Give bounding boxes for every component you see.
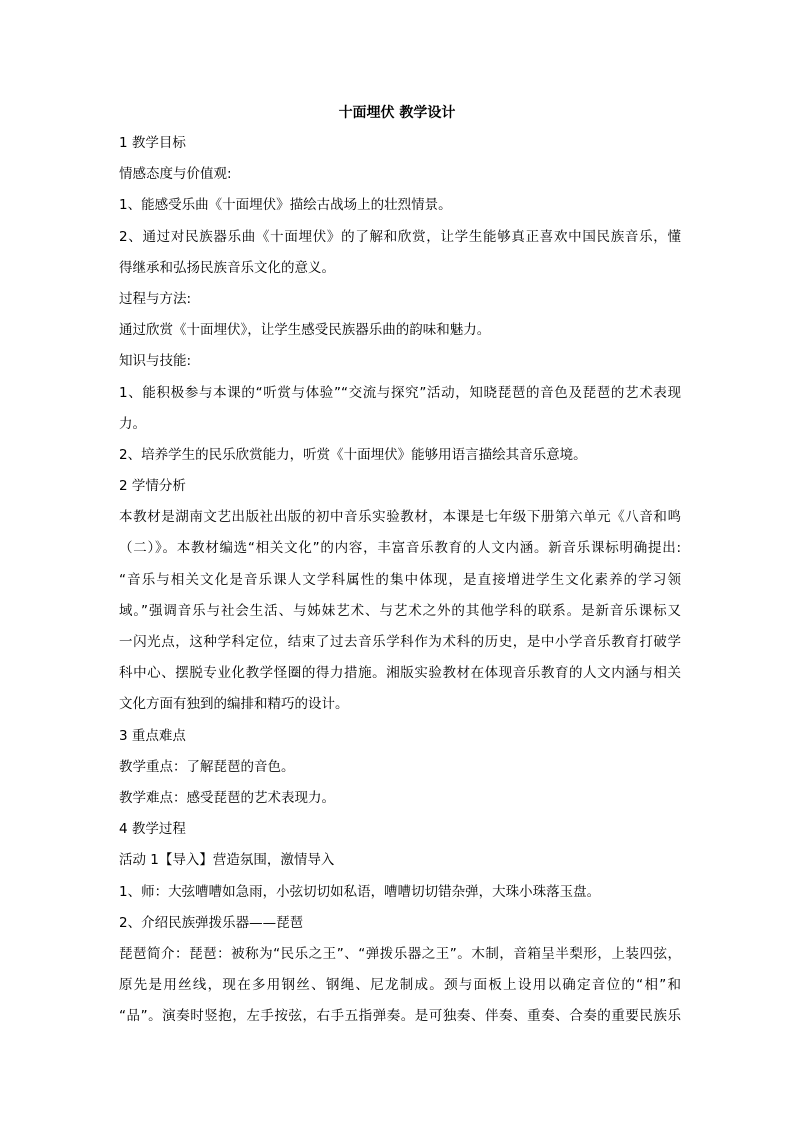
text-line: 1、师：大弦嘈嘈如急雨，小弦切切如私语，嘈嘈切切错杂弹，大珠小珠落玉盘。	[119, 883, 601, 900]
text-line: 1、能感受乐曲《十面埋伏》描绘古战场上的壮烈情景。	[119, 197, 452, 214]
text-line: 1、能积极参与本课的“听赏与体验”“交流与探究”活动，知晓琵琶的音色及琵琶的艺术表现	[119, 384, 681, 401]
text-line: 2 学情分析	[119, 478, 186, 495]
text-line: 科中心、摆脱专业化教学怪圈的得力措施。湘版实验教材在体现音乐教育的人文内涵与相关	[119, 665, 681, 682]
text-line: 2、介绍民族弹拨乐器——琵琶	[119, 914, 304, 931]
text-line: 琵琶简介：琵琶：被称为“民乐之王”、“弹拨乐器之王”。木制，音箱呈半梨形，上装四弦，	[119, 945, 681, 962]
text-line: 文化方面有独到的编排和精巧的设计。	[119, 696, 349, 713]
text-line: （二）》。本教材编选“相关文化”的内容，丰富音乐教育的人文内涵。新音乐课标明确提出:	[119, 540, 681, 557]
text-line: 教学重点：了解琵琶的音色。	[119, 758, 295, 775]
document-body	[119, 128, 681, 1032]
text-line: 得继承和弘扬民族音乐文化的意义。	[119, 259, 335, 276]
text-line: 2、通过对民族器乐曲《十面埋伏》的了解和欣赏，让学生能够真正喜欢中国民族音乐，懂	[119, 228, 681, 245]
text-line: 教学难点：感受琵琶的艺术表现力。	[119, 789, 335, 806]
text-line: 1 教学目标	[119, 135, 186, 151]
text-line: 4 教学过程	[119, 821, 186, 838]
text-line: 本教材是湖南文艺出版社出版的初中音乐实验教材，本课是七年级下册第六单元《八音和鸣	[119, 509, 681, 526]
text-line: 通过欣赏《十面埋伏》，让学生感受民族器乐曲的韵味和魅力。	[119, 322, 491, 339]
text-line: 过程与方法:	[119, 290, 192, 307]
text-line: 原先是用丝线，现在多用钢丝、钢绳、尼龙制成。颈与面板上设用以确定音位的“相”和	[119, 977, 681, 994]
text-line: 一闪光点，这种学科定位，结束了过去音乐学科作为术科的历史，是中小学音乐教育打破学	[119, 634, 681, 650]
text-line: 知识与技能:	[119, 353, 192, 370]
text-line: 域。”强调音乐与社会生活、与姊妹艺术、与艺术之外的其他学科的联系。是新音乐课标又	[119, 602, 681, 619]
text-line: “品”。演奏时竖抱，左手按弦，右手五指弹奏。是可独奏、伴奏、重奏、合奏的重要民族乐	[119, 1008, 681, 1025]
text-line: 3 重点难点	[119, 727, 186, 744]
text-line: 2、培养学生的民乐欣赏能力，听赏《十面埋伏》能够用语言描绘其音乐意境。	[119, 446, 587, 463]
text-line: “音乐与相关文化是音乐课人文学科属性的集中体现，是直接增进学生文化素养的学习领	[119, 571, 681, 588]
text-line: 活动 1【导入】营造氛围，激情导入	[119, 852, 335, 869]
text-line: 力。	[119, 415, 146, 432]
document-title: 十面埋伏 教学设计	[338, 105, 456, 121]
text-line: 情感态度与价值观:	[119, 166, 232, 183]
